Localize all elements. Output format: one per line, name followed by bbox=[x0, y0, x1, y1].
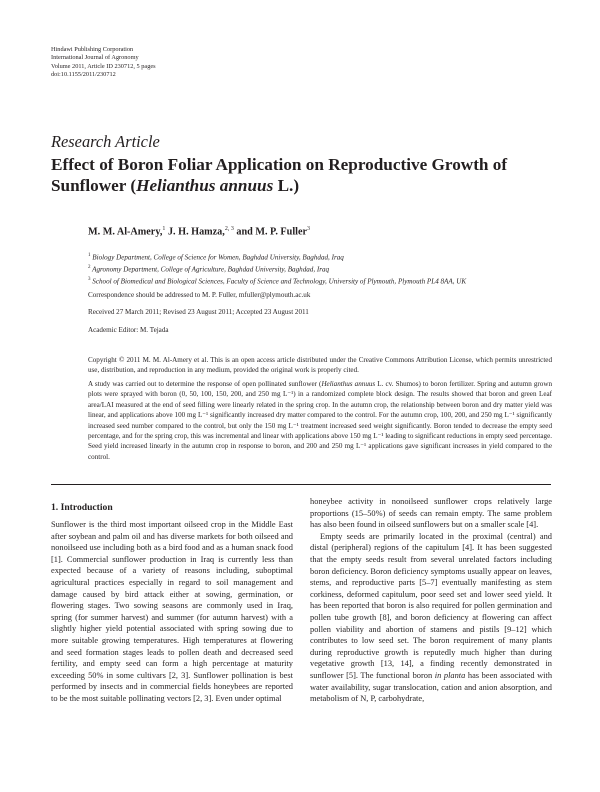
affiliations bbox=[88, 251, 466, 286]
paragraph-text: Empty seeds are primarily located in the proximal (central) and distal (peripheral) regions of the capitulum [4]. It has been suggested that the empty seeds result from several unrelated factors including boron deficiency. Boron deficiency symptoms usually appear on leaves, stems, and reproductive parts [5–7] eventually manifesting as stem corkiness, deformed capitulum, poor seed set and lower seed yield. It has been reported that boron is also required for pollen germination and pollen tube growth [8], and boron deficiency at flowering can affect pollen viability and abortion of stamens and pistils [9–12] which contributes to low seed set. The boron requirement of many plants during reproductive growth is reputedly much higher than during vegetative growth [13, 14], a finding recently demonstrated in sunflower [5]. The functional boron bbox=[310, 531, 552, 680]
received-dates: Received 27 March 2011; Revised 23 August 2011; Accepted 23 August 2011 bbox=[88, 308, 309, 316]
affiliation-number: 1 bbox=[88, 253, 91, 258]
author-affil-ref: 3 bbox=[307, 226, 311, 232]
doi: doi:10.1155/2011/230712 bbox=[51, 71, 116, 79]
affiliation-number: 3 bbox=[88, 276, 91, 282]
journal-header bbox=[51, 46, 156, 80]
author-affil-ref: 2, 3 bbox=[224, 226, 234, 232]
paragraph-text: has been associated with water availability, sugar translocation, cation and anion absorption, and metabolism of N, P, carbohydrate, bbox=[310, 670, 553, 704]
correspondence: Correspondence should be addressed to M. P. Fuller, mfuller@plymouth.ac.uk bbox=[88, 291, 311, 299]
affiliation-text: School of Biomedical and Biological Sciences, Faculty of Science and Technology, University of Plymouth, Plymouth PL4 8AA, UK bbox=[90, 276, 467, 285]
intro-paragraph bbox=[310, 531, 552, 705]
author-affil-ref: 1 bbox=[162, 226, 166, 232]
author-name: and M. P. Fuller bbox=[233, 226, 308, 238]
left-column bbox=[51, 519, 293, 705]
article-type: Research Article bbox=[51, 132, 160, 151]
author-name: J. H. Hamza, bbox=[165, 226, 225, 238]
title-species: Helianthus annuus bbox=[136, 176, 274, 195]
affiliation-text: Biology Department, College of Science for Women, Baghdad University, Baghdad, Iraq bbox=[90, 253, 344, 262]
academic-editor: Academic Editor: M. Tejada bbox=[88, 326, 169, 334]
affiliation-text: Agronomy Department, College of Agriculture, Baghdad University, Baghdad, Iraq bbox=[90, 265, 330, 274]
intro-paragraph: Sunflower is the third most important oilseed crop in the Middle East after soybean and palm oil and has diverse markets for both oilseed and nonoilseed use including both as a bird food and as a human snack food [1]. Commercial sunflower production in Iraq is currently less than expected because of a variety of reasons including, suboptimal agricultural practices especially in regard to soil management and damage caused by bird attack either at sowing, germination, or flowering stages. Two sowing seasons are commonly used in Iraq, spring (for summer harvest) and summer (for autumn harvest) with a slightly higher yield potential associated with spring sowing due to more suitable growing temperatures. High temperatures at flowering and seed formation stages leads to pollen death and decreased seed fertility, and empty seed can form a high percentage at maturity exceeding 50% in some cultivars [2, 3]. Sunflower pollination is best performed by insects and in commercial fields honeybees are reported to be the most suitable pollinating vectors [2, 3]. Even under optimal bbox=[51, 520, 293, 703]
author-name: M. M. Al-Amery, bbox=[88, 226, 163, 238]
title-text: Effect of Boron Foliar Application on Reproductive Growth of Sunflower ( bbox=[51, 155, 508, 195]
section-divider bbox=[51, 484, 551, 485]
intro-heading: 1. Introduction bbox=[51, 502, 113, 513]
volume-info: Volume 2011, Article ID 230712, 5 pages bbox=[51, 62, 156, 70]
affiliation bbox=[88, 251, 466, 263]
affiliation bbox=[88, 275, 466, 287]
publisher: Hindawi Publishing Corporation bbox=[51, 46, 134, 53]
affiliation-number: 2 bbox=[88, 264, 91, 270]
abstract-text: A study was carried out to determine the response of open pollinated sunflower ( bbox=[88, 380, 322, 388]
paper-title bbox=[51, 154, 571, 196]
author-list bbox=[88, 226, 310, 237]
abstract-text: L. cv. Shumos) to boron fertilizer. Spring and autumn grown plots were sprayed with boron (0, 50, 100, 150, 200, and 250 mg L⁻¹) in a randomized complete block design. The results showed that boron and green Leaf area/LAI measured at the end of seed filling were linearly related in the spring crop. In the autumn crop, the relationship between boron and dry matter yield was linear, and applications above 100 mg L⁻¹ significantly increased dry matter compared to the control. For the autumn crop, 100, 200, and 250 mg L⁻¹ significantly increased seed number compared to the control, but only the 150 mg L⁻¹ treatment increased seed weight significantly. Boron tended to decrease the empty seed percentage, and for the spring crop, this was incremental and linear with applications above 150 mg L⁻¹ leading to significant reductions in empty seed percentage. Seed yield increased linearly in the autumn crop in response to boron, and 200 and 250 mg L⁻¹ applications gave significant increases in yield compared to the control. bbox=[88, 380, 552, 461]
abstract-species: Helianthus annuus bbox=[321, 380, 376, 388]
journal-name: International Journal of Agronomy bbox=[51, 54, 139, 62]
affiliation bbox=[88, 263, 466, 275]
abstract bbox=[88, 379, 552, 462]
intro-paragraph: honeybee activity in nonoilseed sunflower crops relatively large proportions (15–50%) of seeds can remain empty. The same problem has also been found in oilseed sunflowers but on a smaller scale [4]. bbox=[310, 497, 552, 530]
right-column bbox=[310, 496, 552, 705]
copyright-notice: Copyright © 2011 M. M. Al-Amery et al. This is an open access article distributed under the Creative Commons Attribution License, which permits unrestricted use, distribution, and reproduction in any medium, provided the original work is properly cited. bbox=[88, 356, 552, 375]
paragraph-italic: in planta bbox=[434, 670, 466, 680]
title-end: L.) bbox=[273, 176, 300, 195]
